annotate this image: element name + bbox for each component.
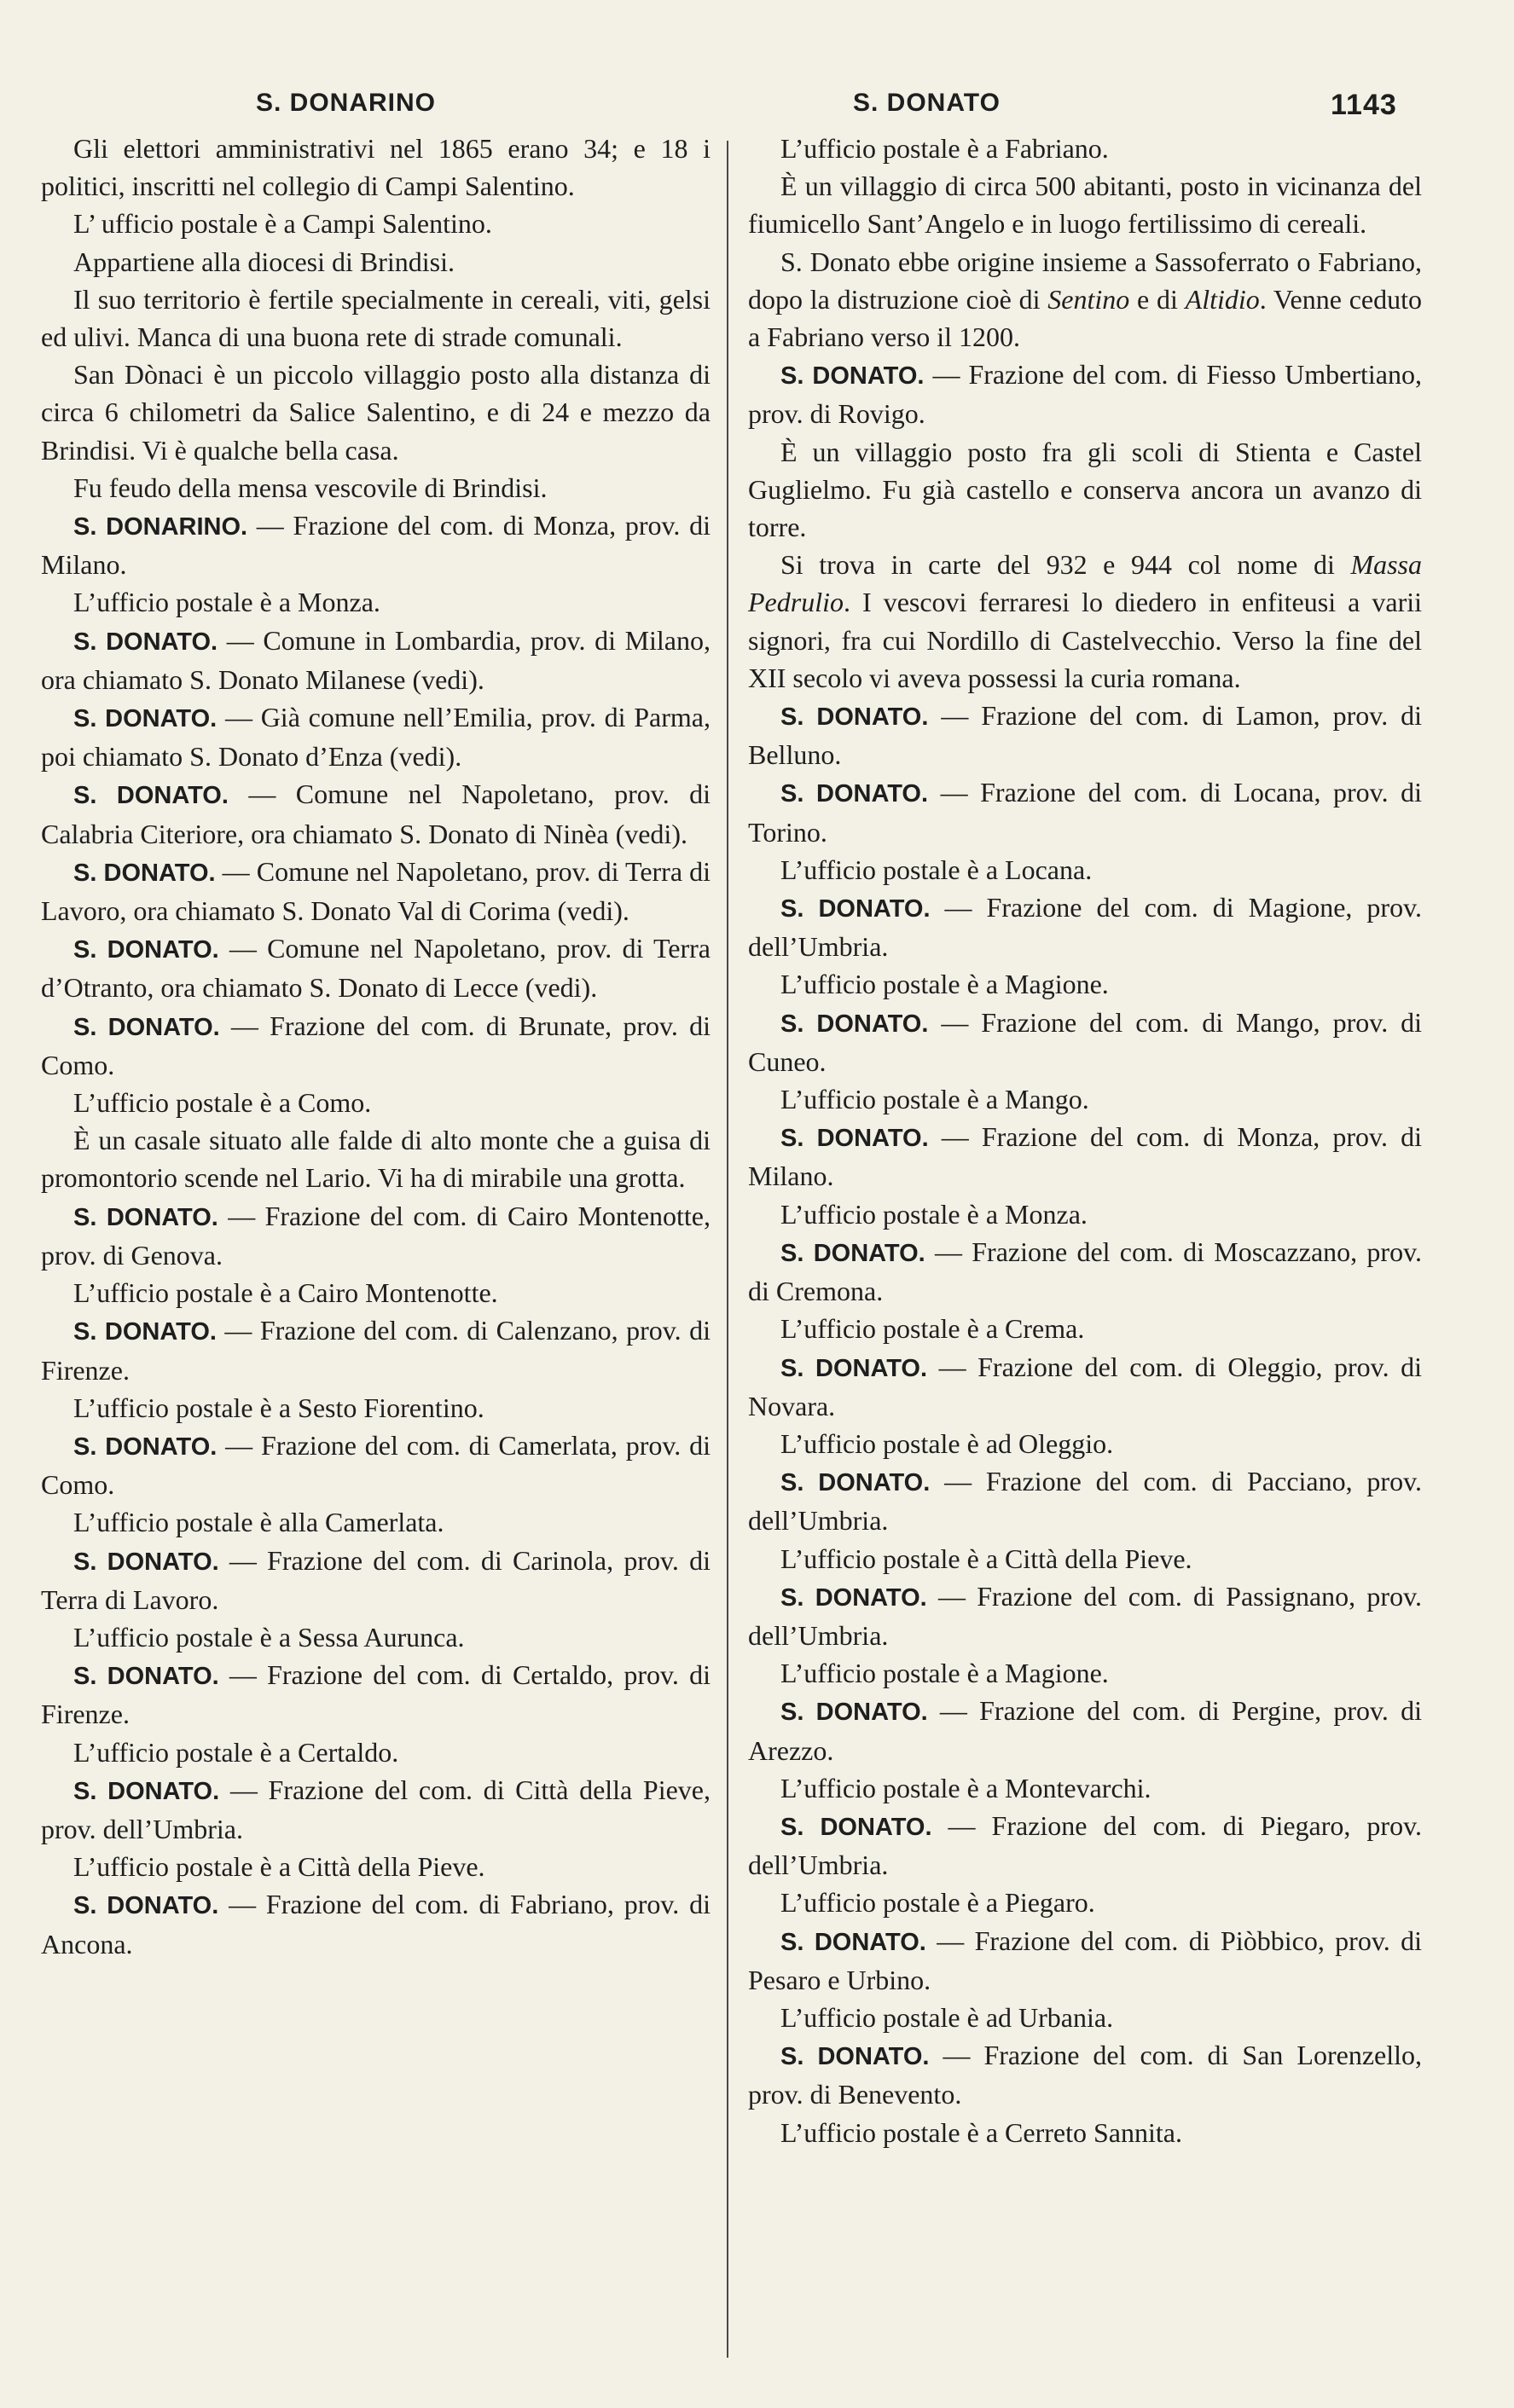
entry-heading: S. DONATO. xyxy=(73,936,219,964)
paragraph xyxy=(748,243,1422,356)
entry-text: — Comune nel Napoletano, prov. di Calabria Citeriore, ora chiamato S. Donato di Ninèa (vedi). xyxy=(41,779,711,849)
paragraph xyxy=(748,1425,1422,1462)
paragraph xyxy=(748,433,1422,547)
entry-text: San Dònaci è un piccolo villaggio posto alla distanza di circa 6 chilometri da Salice Salentino, e di 24 e mezzo da Brindisi. Vi è qualche bella casa. xyxy=(41,359,711,466)
entry-text: — Frazione del com. di Fabriano, prov. di Ancona. xyxy=(41,1889,711,1959)
entry-text: L’ufficio postale è alla Camerlata. xyxy=(73,1507,444,1538)
paragraph xyxy=(748,1080,1422,1118)
paragraph xyxy=(41,205,711,242)
entry-text: — Frazione del com. di Oleggio, prov. di Novara. xyxy=(748,1351,1423,1421)
header-left: S. DONARINO xyxy=(256,89,437,117)
paragraph xyxy=(748,1348,1422,1425)
entry-text: — Comune in Lombardia, prov. di Milano, ora chiamato S. Donato Milanese (vedi). xyxy=(41,624,711,695)
page-number: 1143 xyxy=(1331,89,1397,121)
entry-text: L’ufficio postale è a Locana. xyxy=(780,854,1093,885)
paragraph xyxy=(748,1540,1422,1577)
paragraph xyxy=(41,1503,711,1541)
paragraph xyxy=(41,1007,711,1084)
header-right: S. DONATO xyxy=(853,89,1001,117)
entry-text: L’ufficio postale è a Crema. xyxy=(780,1313,1085,1345)
entry-text: — Frazione del com. di Certaldo, prov. di Firenze. xyxy=(41,1659,711,1730)
entry-text: L’ufficio postale è ad Urbania. xyxy=(780,2001,1114,2033)
entry-text: L’ufficio postale è a Monza. xyxy=(73,587,380,618)
paragraph xyxy=(41,1618,711,1656)
right-column xyxy=(748,130,1422,2151)
paragraph xyxy=(41,130,711,205)
paragraph xyxy=(748,773,1422,850)
entry-text: L’ ufficio postale è a Campi Salentino. xyxy=(73,208,492,240)
running-header xyxy=(0,89,1514,131)
paragraph xyxy=(41,1885,711,1962)
paragraph xyxy=(748,1118,1422,1195)
entry-text: L’ufficio postale è a Sesto Fiorentino. xyxy=(73,1392,484,1423)
entry-heading: S. DONATO. xyxy=(73,1892,219,1920)
entry-text: L’ufficio postale è a Città della Pieve. xyxy=(780,1543,1192,1574)
paragraph xyxy=(748,1462,1422,1539)
italic-name: Altidio xyxy=(1185,283,1260,315)
entry-heading: S. DONATO. xyxy=(780,1928,926,1956)
entry-text: L’ufficio postale è a Fabriano. xyxy=(780,133,1109,164)
entry-heading: S. DONATO. xyxy=(73,1777,220,1805)
entry-text: Fu feudo della mensa vescovile di Brindisi. xyxy=(73,472,548,503)
entry-heading: S. DONARINO. xyxy=(73,513,248,541)
entry-text: L’ufficio postale è a Cerreto Sannita. xyxy=(780,2116,1182,2148)
paragraph xyxy=(41,1121,711,1196)
entry-text: — Frazione del com. di Piegaro, prov. dell’Umbria. xyxy=(748,1809,1422,1881)
left-column xyxy=(41,130,711,1963)
paragraph xyxy=(41,356,711,469)
paragraph xyxy=(41,622,711,698)
entry-text: — Frazione del com. di Monza, prov. di Milano. xyxy=(41,510,711,581)
entry-text: — Frazione del com. di Moscazzano, prov. di Cremona. xyxy=(748,1236,1423,1307)
paragraph xyxy=(41,1427,711,1503)
entry-text: . I vescovi ferraresi lo diedero in enfiteusi a varii signori, fra cui Nordillo di Castelvecchio. Verso la fine del XII secolo vi aveva possessi la curia romana. xyxy=(748,587,1422,693)
paragraph xyxy=(41,1389,711,1427)
paragraph xyxy=(748,356,1422,432)
entry-text: — Frazione del com. di Monza, prov. di Milano. xyxy=(748,1121,1422,1192)
entry-text: È un villaggio posto fra gli scoli di Stienta e Castel Guglielmo. Fu già castello e conserva ancora un avanzo di torre. xyxy=(748,436,1422,543)
entry-text: — Frazione del com. di San Lorenzello, prov. di Benevento. xyxy=(748,2040,1422,2110)
paragraph xyxy=(748,167,1422,242)
entry-heading: S. DONATO. xyxy=(73,1318,217,1346)
paragraph xyxy=(748,1807,1422,1884)
entry-text: Gli elettori amministrativi nel 1865 erano 34; e 18 i politici, inscritti nel collegio di Campi Salentino. xyxy=(41,133,711,202)
paragraph xyxy=(41,1734,711,1771)
paragraph xyxy=(41,1274,711,1311)
paragraph xyxy=(748,1577,1422,1654)
entry-text: L’ufficio postale è ad Oleggio. xyxy=(780,1427,1114,1459)
paragraph xyxy=(748,1692,1422,1768)
paragraph xyxy=(41,1197,711,1274)
entry-heading: S. DONATO. xyxy=(780,2043,930,2071)
entry-heading: S. DONATO. xyxy=(780,703,929,732)
entry-heading: S. DONATO. xyxy=(780,1239,925,1267)
entry-text: e di xyxy=(1129,283,1186,315)
paragraph xyxy=(748,1654,1422,1692)
entry-text: — Frazione del com. di Città della Pieve, prov. dell’Umbria. xyxy=(41,1774,711,1844)
paragraph xyxy=(748,889,1422,965)
entry-text: Si trova in carte del 932 e 944 col nome di xyxy=(780,549,1351,581)
entry-text: — Frazione del com. di Cairo Montenotte, prov. di Genova. xyxy=(41,1200,711,1271)
entry-heading: S. DONATO. xyxy=(73,1663,219,1691)
italic-name: Massa Pedrulio xyxy=(748,549,1422,618)
entry-text: L’ufficio postale è a Cairo Montenotte. xyxy=(73,1277,498,1309)
paragraph xyxy=(748,1922,1422,1999)
entry-text: L’ufficio postale è a Sessa Aurunca. xyxy=(73,1621,465,1653)
entry-text: — Frazione del com. di Brunate, prov. di Como. xyxy=(41,1010,711,1080)
entry-text: È un villaggio di circa 500 abitanti, posto in vicinanza del fiumicello Sant’Angelo e in luogo fertilissimo di cereali. xyxy=(748,171,1422,240)
entry-text: — Frazione del com. di Locana, prov. di Torino. xyxy=(748,777,1423,848)
paragraph xyxy=(748,851,1422,889)
paragraph xyxy=(41,1656,711,1733)
entry-text: . Venne ceduto a Fabriano verso il 1200. xyxy=(748,283,1422,353)
entry-heading: S. DONATO. xyxy=(780,895,931,923)
entry-text: — Frazione del com. di Pacciano, prov. dell’Umbria. xyxy=(748,1466,1422,1537)
italic-name: Sentino xyxy=(1047,283,1130,315)
entry-heading: S. DONATO. xyxy=(73,628,218,656)
paragraph xyxy=(41,1771,711,1848)
entry-heading: S. DONATO. xyxy=(73,1013,220,1041)
paragraph xyxy=(748,2036,1422,2113)
entry-heading: S. DONATO. xyxy=(780,1699,928,1727)
entry-heading: S. DONATO. xyxy=(73,1433,218,1461)
column-divider xyxy=(727,141,728,2358)
entry-text: — Frazione del com. di Passignano, prov. dell’Umbria. xyxy=(748,1580,1422,1651)
entry-text: — Frazione del com. di Lamon, prov. di Belluno. xyxy=(748,700,1423,771)
paragraph xyxy=(748,2114,1422,2151)
entry-text: L’ufficio postale è a Piegaro. xyxy=(780,1887,1095,1919)
entry-heading: S. DONATO. xyxy=(780,780,929,808)
paragraph xyxy=(41,506,711,583)
entry-heading: S. DONATO. xyxy=(780,362,925,391)
paragraph xyxy=(41,243,711,281)
paragraph xyxy=(41,698,711,775)
paragraph xyxy=(41,583,711,621)
entry-heading: S. DONATO. xyxy=(780,1010,929,1038)
entry-heading: S. DONATO. xyxy=(780,1354,928,1382)
entry-text: L’ufficio postale è a Magione. xyxy=(780,1658,1109,1689)
paragraph xyxy=(748,1310,1422,1347)
entry-text: Appartiene alla diocesi di Brindisi. xyxy=(73,246,455,277)
paragraph xyxy=(748,130,1422,167)
paragraph xyxy=(41,469,711,506)
entry-text: — Frazione del com. di Magione, prov. dell’Umbria. xyxy=(748,892,1422,963)
paragraph xyxy=(748,1233,1422,1310)
entry-text: — Frazione del com. di Camerlata, prov. di Como. xyxy=(41,1429,711,1501)
entry-heading: S. DONATO. xyxy=(780,1813,932,1841)
entry-text: — Frazione del com. di Calenzano, prov. di Firenze. xyxy=(41,1315,711,1386)
entry-text: — Comune nel Napoletano, prov. di Terra d’Otranto, ora chiamato S. Donato di Lecce (vedi). xyxy=(41,933,711,1004)
entry-text: — Frazione del com. di Carinola, prov. di Terra di Lavoro. xyxy=(41,1544,711,1615)
paragraph xyxy=(41,775,711,852)
entry-text: L’ufficio postale è a Como. xyxy=(73,1087,372,1119)
entry-text: — Frazione del com. di Mango, prov. di Cuneo. xyxy=(748,1006,1423,1077)
entry-text: L’ufficio postale è a Monza. xyxy=(780,1198,1088,1230)
paragraph xyxy=(748,1999,1422,2036)
entry-heading: S. DONATO. xyxy=(780,1469,931,1497)
entry-text: — Comune nel Napoletano, prov. di Terra di Lavoro, ora chiamato S. Donato Val di Corima (vedi). xyxy=(41,855,711,927)
entry-text: Il suo territorio è fertile specialmente in cereali, viti, gelsi ed ulivi. Manca di una buona rete di strade comunali. xyxy=(41,283,711,353)
paragraph xyxy=(748,1884,1422,1921)
paragraph xyxy=(748,1195,1422,1233)
entry-text: L’ufficio postale è a Magione. xyxy=(780,969,1109,1000)
entry-text: È un casale situato alle falde di alto monte che a guisa di promontorio scende nel Lario. Vi ha di mirabile una grotta. xyxy=(41,1125,711,1194)
paragraph xyxy=(748,1769,1422,1807)
entry-text: L’ufficio postale è a Montevarchi. xyxy=(780,1772,1151,1803)
paragraph xyxy=(41,1542,711,1618)
paragraph xyxy=(41,1848,711,1885)
paragraph xyxy=(41,281,711,356)
paragraph xyxy=(748,546,1422,697)
entry-text: — Già comune nell’Emilia, prov. di Parma, poi chiamato S. Donato d’Enza (vedi). xyxy=(41,702,711,773)
entry-heading: S. DONATO. xyxy=(73,782,229,810)
entry-text: L’ufficio postale è a Città della Pieve. xyxy=(73,1851,485,1883)
entry-text: — Frazione del com. di Piòbbico, prov. di Pesaro e Urbino. xyxy=(748,1925,1423,1995)
entry-heading: S. DONATO. xyxy=(73,705,218,733)
entry-text: S. Donato ebbe origine insieme a Sassoferrato o Fabriano, dopo la distruzione cioè di xyxy=(748,246,1422,315)
entry-text: L’ufficio postale è a Certaldo. xyxy=(73,1736,399,1768)
entry-heading: S. DONATO. xyxy=(73,1548,219,1576)
entry-heading: S. DONATO. xyxy=(780,1583,927,1612)
entry-text: L’ufficio postale è a Mango. xyxy=(780,1084,1089,1115)
paragraph xyxy=(41,853,711,929)
entry-text: — Frazione del com. di Fiesso Umbertiano, prov. di Rovigo. xyxy=(748,359,1423,430)
paragraph xyxy=(41,929,711,1006)
entry-heading: S. DONATO. xyxy=(73,1203,218,1231)
paragraph xyxy=(748,965,1422,1003)
entry-heading: S. DONATO. xyxy=(780,1125,929,1153)
paragraph xyxy=(748,1004,1422,1080)
paragraph xyxy=(41,1311,711,1388)
paragraph xyxy=(748,697,1422,773)
entry-text: — Frazione del com. di Pergine, prov. di Arezzo. xyxy=(748,1695,1422,1766)
entry-heading: S. DONATO. xyxy=(73,859,216,887)
paragraph xyxy=(41,1084,711,1121)
